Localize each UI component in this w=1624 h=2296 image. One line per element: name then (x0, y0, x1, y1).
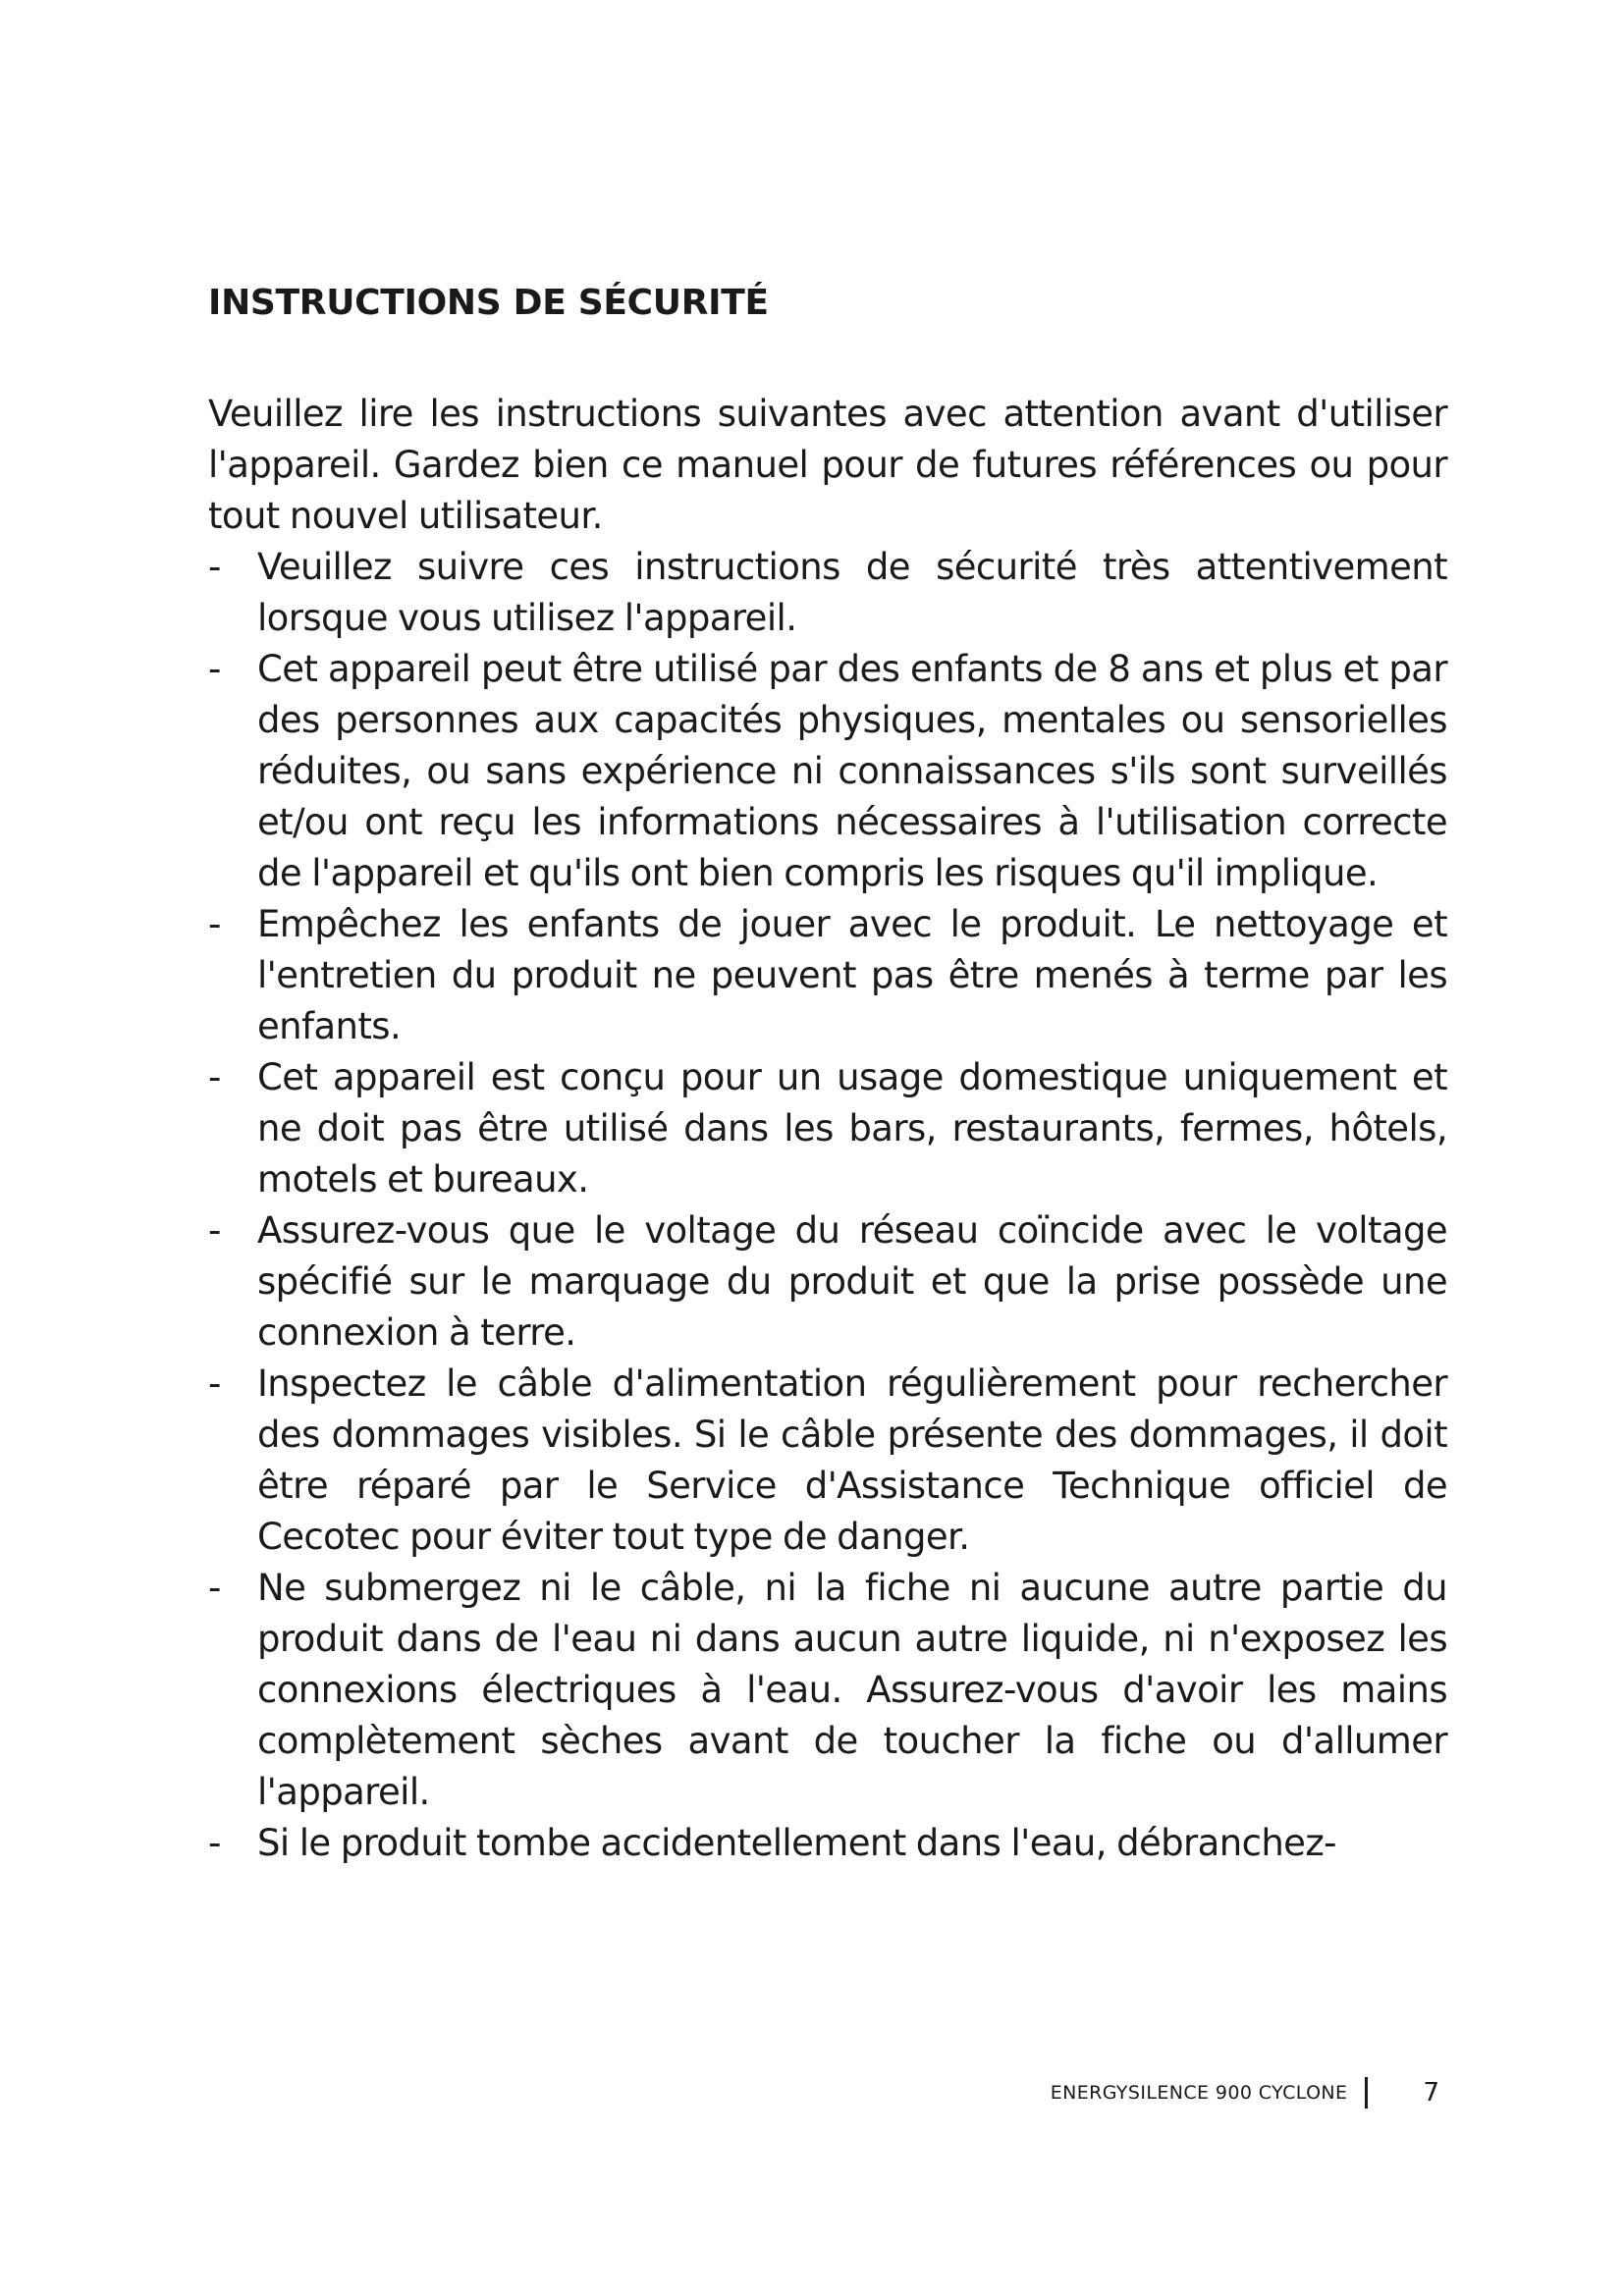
list-item (208, 1563, 1447, 1818)
list-item (208, 899, 1447, 1052)
bullet-dash: - (208, 1362, 221, 1405)
list-item-text: Empêchez les enfants de jouer avec le produit. Le nettoyage et l'entretien du produit ne peuvent pas être menés à terme par les enfants. (257, 903, 1447, 1047)
page-number: 7 (1423, 2078, 1439, 2108)
list-item (208, 542, 1447, 644)
list-item (208, 1052, 1447, 1205)
list-item-text: Ne submergez ni le câble, ni la fiche ni aucune autre partie du produit dans de l'eau ni dans aucun autre liquide, ni n'exposez les connexions électriques à l'eau. Assurez-vous d'avoir les mains complètement sèches avant de toucher la fiche ou d'allumer l'appareil. (257, 1567, 1447, 1813)
footer-divider (1365, 2077, 1368, 2109)
list-item (208, 1359, 1447, 1563)
list-item-text: Inspectez le câble d'alimentation régulièrement pour rechercher des dommages visibles. Si le câble présente des dommages, il doit être réparé par le Service d'Assistance Technique officiel de Cecotec pour éviter tout type de danger. (257, 1362, 1447, 1558)
list-item-text: Si le produit tombe accidentellement dans l'eau, débranchez- (257, 1822, 1336, 1864)
bullet-dash: - (208, 1822, 221, 1864)
page-title: INSTRUCTIONS DE SÉCURITÉ (208, 283, 769, 323)
list-item (208, 1818, 1447, 1869)
bullet-dash: - (208, 903, 221, 945)
bullet-dash: - (208, 546, 221, 588)
list-item-text: Assurez-vous que le voltage du réseau coïncide avec le voltage spécifié sur le marquage du produit et que la prise possède une connexion à terre. (257, 1209, 1447, 1354)
list-item (208, 1205, 1447, 1359)
list-item (208, 644, 1447, 899)
safety-list (208, 542, 1447, 1869)
list-item-text: Cet appareil peut être utilisé par des enfants de 8 ans et plus et par des personnes aux capacités physiques, mentales ou sensorielles réduites, ou sans expérience ni connaissances s'ils sont surveillés et/ou ont reçu les informations nécessaires à l'utilisation correcte de l'appareil et qu'ils ont bien compris les risques qu'il implique. (257, 648, 1447, 894)
intro-paragraph: Veuillez lire les instructions suivantes avec attention avant d'utiliser l'appareil. Gardez bien ce manuel pour de futures références ou pour tout nouvel utilisateur. (208, 393, 1447, 537)
bullet-dash: - (208, 648, 221, 690)
bullet-dash: - (208, 1567, 221, 1609)
safety-instructions (208, 389, 1447, 1869)
page-footer (1011, 2073, 1439, 2112)
bullet-dash: - (208, 1209, 221, 1252)
list-item-text: Cet appareil est conçu pour un usage domestique uniquement et ne doit pas être utilisé dans les bars, restaurants, fermes, hôtels, motels et bureaux. (257, 1056, 1447, 1201)
footer-product-name: ENERGYSILENCE 900 CYCLONE (1050, 2082, 1348, 2104)
bullet-dash: - (208, 1056, 221, 1098)
list-item-text: Veuillez suivre ces instructions de sécurité très attentivement lorsque vous utilisez l'appareil. (257, 546, 1447, 639)
